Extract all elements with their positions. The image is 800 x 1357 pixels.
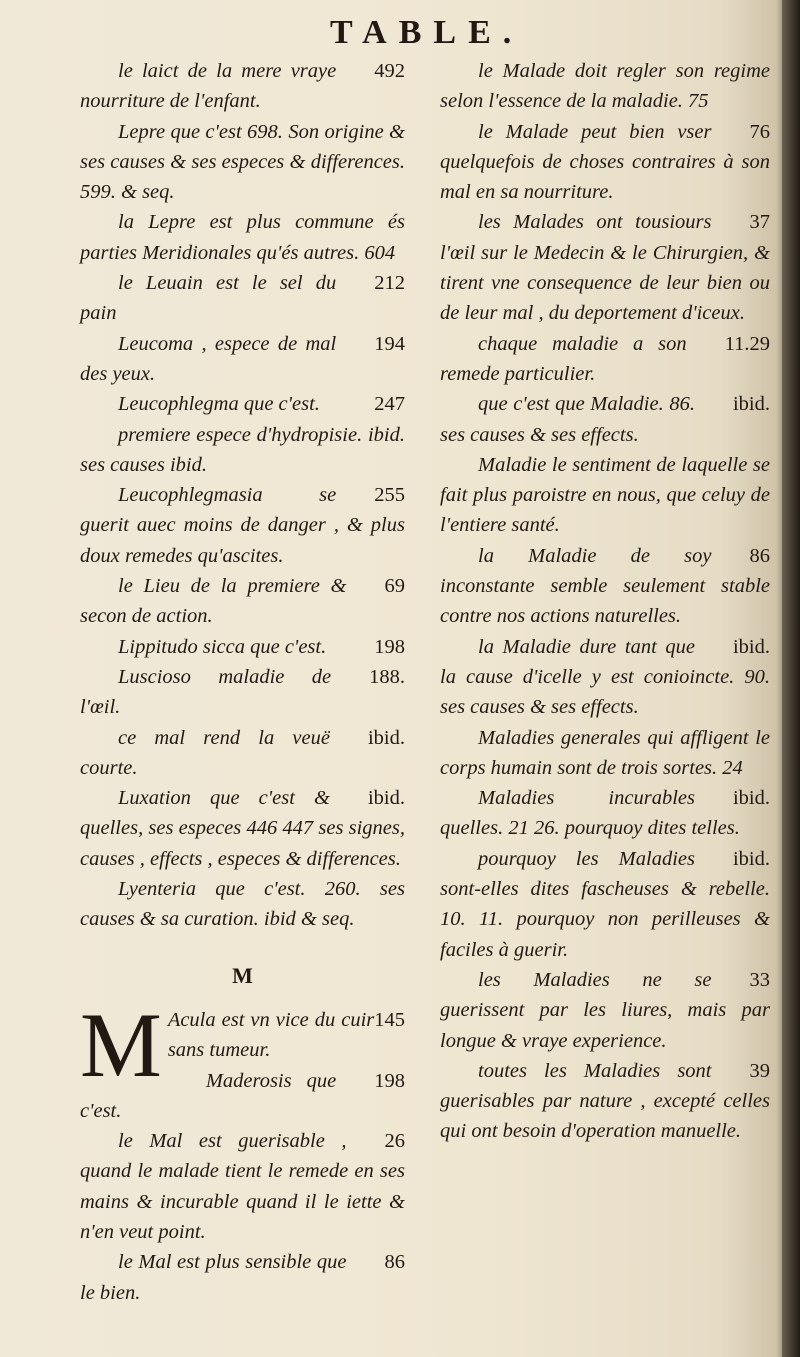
page-reference: 39	[749, 1059, 770, 1082]
entry-text: toutes les Maladies sont guerisables par nature , excepté celles qui ont besoin d'operation manuelle.	[440, 1059, 770, 1143]
index-entry	[440, 844, 770, 965]
entry-text: Lyenteria que c'est. 260. ses causes & sa curation. ibid & seq.	[80, 878, 405, 931]
page-reference: 212	[374, 272, 405, 295]
entry-text: les Maladies ne se guerissent par les liures, mais par longue & vraye experience.	[440, 968, 770, 1052]
entry-text: Leucoma , espece de mal des yeux.	[80, 332, 337, 385]
index-entry	[80, 662, 405, 723]
page-reference: 33	[749, 968, 770, 991]
left-column	[80, 56, 405, 1308]
index-entry	[440, 329, 770, 390]
index-entry	[440, 56, 770, 117]
entry-text: le Malade doit regler son regime selon l'essence de la maladie. 75	[440, 60, 770, 113]
index-entry	[80, 1247, 405, 1308]
entry-text: la Lepre est plus commune és parties Meridionales qu'és autres. 604	[80, 211, 405, 264]
entry-text: Lippitudo sicca que c'est.	[118, 635, 327, 658]
index-entry	[80, 268, 405, 329]
entry-text: que c'est que Maladie. 86. ses causes & ses effects.	[440, 393, 695, 446]
page-reference: 26	[384, 1130, 405, 1153]
section-letter: M	[232, 962, 253, 988]
page-reference: ibid.	[732, 635, 770, 658]
entry-text: premiere espece d'hydropisie. ibid. ses causes ibid.	[80, 423, 405, 476]
entry-text: Lepre que c'est 698. Son origine & ses causes & ses especes & differences. 599. & seq.	[80, 120, 405, 204]
index-entry	[80, 117, 405, 208]
index-entry	[440, 632, 770, 723]
page-reference: ibid.	[732, 393, 770, 416]
index-entry	[440, 1056, 770, 1147]
entry-text: Acula est vn vice du cuir sans tumeur.	[167, 1008, 375, 1062]
entry-text: pourquoy les Maladies sont-elles dites fascheuses & rebelle. 10. 11. pourquoy non perilleuses & faciles à guerir.	[440, 847, 770, 961]
index-entry	[80, 783, 405, 874]
entry-text: Maladies incurables quelles. 21 26. pourquoy dites telles.	[440, 787, 740, 840]
page-reference: 86	[384, 1251, 405, 1274]
entry-text: le laict de la mere vraye nourriture de l'enfant.	[80, 60, 337, 113]
entry-text: le Mal est guerisable , quand le malade tient le remede en ses mains & incurable quand il le iette & n'en veut point.	[80, 1130, 405, 1243]
index-entry	[80, 1126, 405, 1247]
index-entry	[80, 389, 405, 419]
index-entry	[440, 117, 770, 208]
entry-text: chaque maladie a son remede particulier.	[440, 332, 687, 385]
index-entry	[80, 480, 405, 571]
page-reference: ibid.	[732, 847, 770, 870]
page-reference: ibid.	[367, 787, 405, 810]
page-edge	[782, 0, 800, 1357]
page-reference: 194	[374, 332, 405, 355]
page-reference: 255	[374, 484, 405, 507]
index-entry	[80, 723, 405, 784]
drop-capital: M	[80, 993, 162, 1096]
index-entry	[440, 723, 770, 784]
page-reference: 76	[749, 120, 770, 143]
page-reference: 11.29	[724, 332, 770, 355]
page-reference: 69	[384, 575, 405, 598]
index-entry	[440, 450, 770, 541]
page-reference: 247	[374, 393, 405, 416]
entry-text: Leucophlegma que c'est.	[118, 393, 320, 416]
index-entry	[80, 632, 405, 662]
right-column	[440, 56, 770, 1147]
entry-text: le Lieu de la premiere & secon de action.	[80, 575, 347, 628]
page-reference: ibid.	[367, 726, 405, 749]
entry-text: ce mal rend la veuë courte.	[80, 726, 330, 779]
entry-text: la Maladie dure tant que la cause d'icelle y est conioincte. 90. ses causes & ses effects.	[440, 635, 770, 719]
entry-text: Luxation que c'est & quelles, ses especes 446 447 ses signes, causes , effects , especes & differences.	[80, 787, 405, 870]
entry-text: Maladies generales qui affligent le corps humain sont de trois sortes. 24	[440, 726, 770, 779]
index-entry	[80, 874, 405, 935]
index-entry	[80, 56, 405, 117]
entry-text: Leucophlegmasia se guerit auec moins de danger , & plus doux remedes qu'ascites.	[80, 484, 405, 567]
index-entry	[440, 541, 770, 632]
entry-text: le Leuain est le sel du pain	[80, 272, 337, 325]
page-reference: 188.	[369, 665, 405, 688]
index-entry	[80, 207, 405, 268]
page-reference: ibid.	[732, 787, 770, 810]
page-header: TABLE.	[330, 14, 524, 51]
page-reference: 37	[749, 211, 770, 234]
page-reference: 86	[749, 544, 770, 567]
page-reference: 492	[374, 60, 405, 82]
entry-text: le Mal est plus sensible que le bien.	[80, 1251, 347, 1304]
entry-text: Maladie le sentiment de laquelle se fait plus paroistre en nous, que celuy de l'entiere santé.	[440, 453, 770, 537]
index-entry	[440, 389, 770, 450]
index-entry	[80, 329, 405, 390]
index-entry	[440, 965, 770, 1056]
entry-text: la Maladie de soy inconstante semble seulement stable contre nos actions naturelles.	[440, 544, 770, 628]
page-reference: 198	[374, 1069, 405, 1092]
entry-text: les Malades ont tousiours l'œil sur le Medecin & le Chirurgien, & tirent vne consequence de leur bien ou de leur mal , du deportement d'iceux.	[440, 211, 770, 325]
entry-text: Maderosis que c'est.	[80, 1069, 337, 1122]
index-entry	[440, 207, 770, 328]
entry-text: le Malade peut bien vser quelquefois de choses contraires à son mal en sa nourriture.	[440, 120, 770, 204]
page-reference: 145	[374, 1008, 405, 1031]
page-reference: 198	[374, 635, 405, 658]
index-entry	[80, 420, 405, 481]
entry-text: Luscioso maladie de l'œil.	[80, 665, 332, 719]
index-entry	[80, 571, 405, 632]
index-entry	[440, 783, 770, 844]
